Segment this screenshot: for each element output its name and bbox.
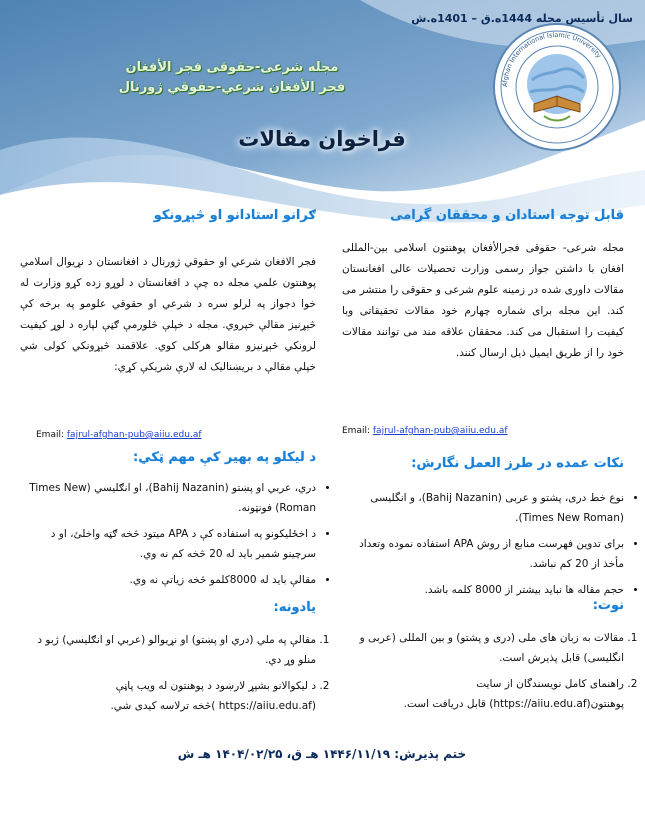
left-email-label: Email: — [36, 430, 65, 440]
right-notes-list — [342, 628, 640, 720]
journal-name-dari: مجله شرعی-حقوقی فجر الأفغان — [125, 60, 339, 75]
left-point-item: • مقالې باید له 8000کلمو څخه زیاتې نه وي. — [20, 570, 316, 590]
left-notes-list — [20, 630, 332, 722]
left-point-item: • دري، عربي او پښتو (Bahij Nazanin)، او انګلیسي (Times New Roman) فونټونه. — [20, 478, 316, 518]
right-points-list — [342, 488, 640, 606]
left-email-link[interactable]: fajrul-afghan-pub@aiiu.edu.af — [66, 430, 202, 440]
journal-name-block — [119, 58, 345, 98]
right-notes-heading: نوت: — [592, 598, 624, 613]
founding-year: سال تأسیس مجله 1444ه.ق – 1401ه.ش — [411, 12, 633, 25]
right-note-item: 2. راهنمای کامل نویسندگان از سایت پوهنتون(https://aiiu.edu.af) قابل دریافت است. — [342, 674, 624, 714]
left-notes-heading: یادونه: — [273, 600, 316, 615]
svg-text:Afghan International Islamic U: Afghan International Islamic University — [500, 30, 603, 88]
right-heading: قابل توجه استادان و محققان گرامی — [390, 208, 624, 223]
left-point-item: • د اخځلیکونو په استفاده کې د APA میتود څخه ګټه واخلئ، او د سرچینو شمیر باید له 20 څخه کم نه وي. — [20, 524, 316, 564]
right-point-item: • برای تدوین فهرست منابع از روش APA استفاده نموده وتعداد مأخذ از 20 کم نباشد. — [342, 534, 624, 574]
right-email-label: Email: — [342, 426, 371, 436]
right-note-item: 1. مقالات به زبان های ملی (دری و پشتو) و بین المللی (عربی و انگلیسی) قابل پذیرش است. — [342, 628, 624, 668]
right-points-heading: نکات عمده در طرز العمل نگارش: — [411, 456, 624, 471]
left-points-list — [20, 478, 332, 596]
right-paragraph: مجله شرعی- حقوقی فجرالأفغان پوهنتون اسلامی بین-المللی افغان با داشتن جواز رسمی وزارت تحصیلات عالی افغانستان مقالات داوری شده در زمینه علوم شرعی و حقوقی را منتشر می کند. این مجله برای شماره چهارم خود مقالات تحقیقاتی وبا کیفیت را استقبال می کند. محققان علاقه مند می توانند مقالات خود را از طریق ایمیل ذیل ارسال کنند. — [342, 242, 624, 359]
page-title: فراخوان مقالات — [238, 127, 406, 151]
left-paragraph: فجر الافغان شرعي او حقوقي ژورنال د افغانستان د نړیوال اسلامي پوهنتون علمي مجله ده چې د افغانستان د لوړو زده کړو وزارت له خوا دجواز په لرلو سره د شرعي او حقوقي علومو په برخه کې څېړنیز مقالې خپروي. مجله د خپلې څلورمې ګڼې لپاره د لوړ کیفیت لرونکي څېړنیزو مقالو هرکلی کوي. علاقمند څېړونکي کولی شي خپلې مقالې د بریښنالیک له لارې شریکې کړي: — [20, 256, 316, 373]
submission-deadline: ختم پذیرش: ۱۴۴۶/۱۱/۱۹ هـ ق، ۱۴۰۴/۰۲/۲۵ هـ ش — [177, 747, 467, 761]
journal-name-pashto: فجر الأفغان شرعي-حقوقي ژورنال — [118, 80, 346, 95]
right-point-item: • حجم مقاله ها نباید بیشتر از 8000 کلمه باشد. — [342, 580, 624, 600]
right-email-line — [342, 426, 508, 436]
right-email-link[interactable]: fajrul-afghan-pub@aiiu.edu.af — [372, 426, 508, 436]
university-logo — [492, 22, 622, 152]
right-point-item: • نوع خط دری، پشتو و عربی (Bahij Nazanin)، و انگلیسی (Times New Roman). — [342, 488, 624, 528]
left-points-heading: د لیکلو په بهیر کې مهم ټکي: — [133, 450, 316, 465]
left-note-item: 1. مقالې په ملي (دري او پښتو) او نړیوالو (عربي او انګلیسي) ژبو د منلو وړ دي. — [20, 630, 316, 670]
left-email-line — [36, 430, 202, 440]
left-heading: ګرانو استادانو او څېړونکو — [153, 208, 316, 223]
left-note-item: 2. د لیکوالانو بشپړ لارښود د پوهنتون له ویب پاڼې (https://aiiu.edu.af )څخه ترلاسه کیدی شي. — [20, 676, 316, 716]
